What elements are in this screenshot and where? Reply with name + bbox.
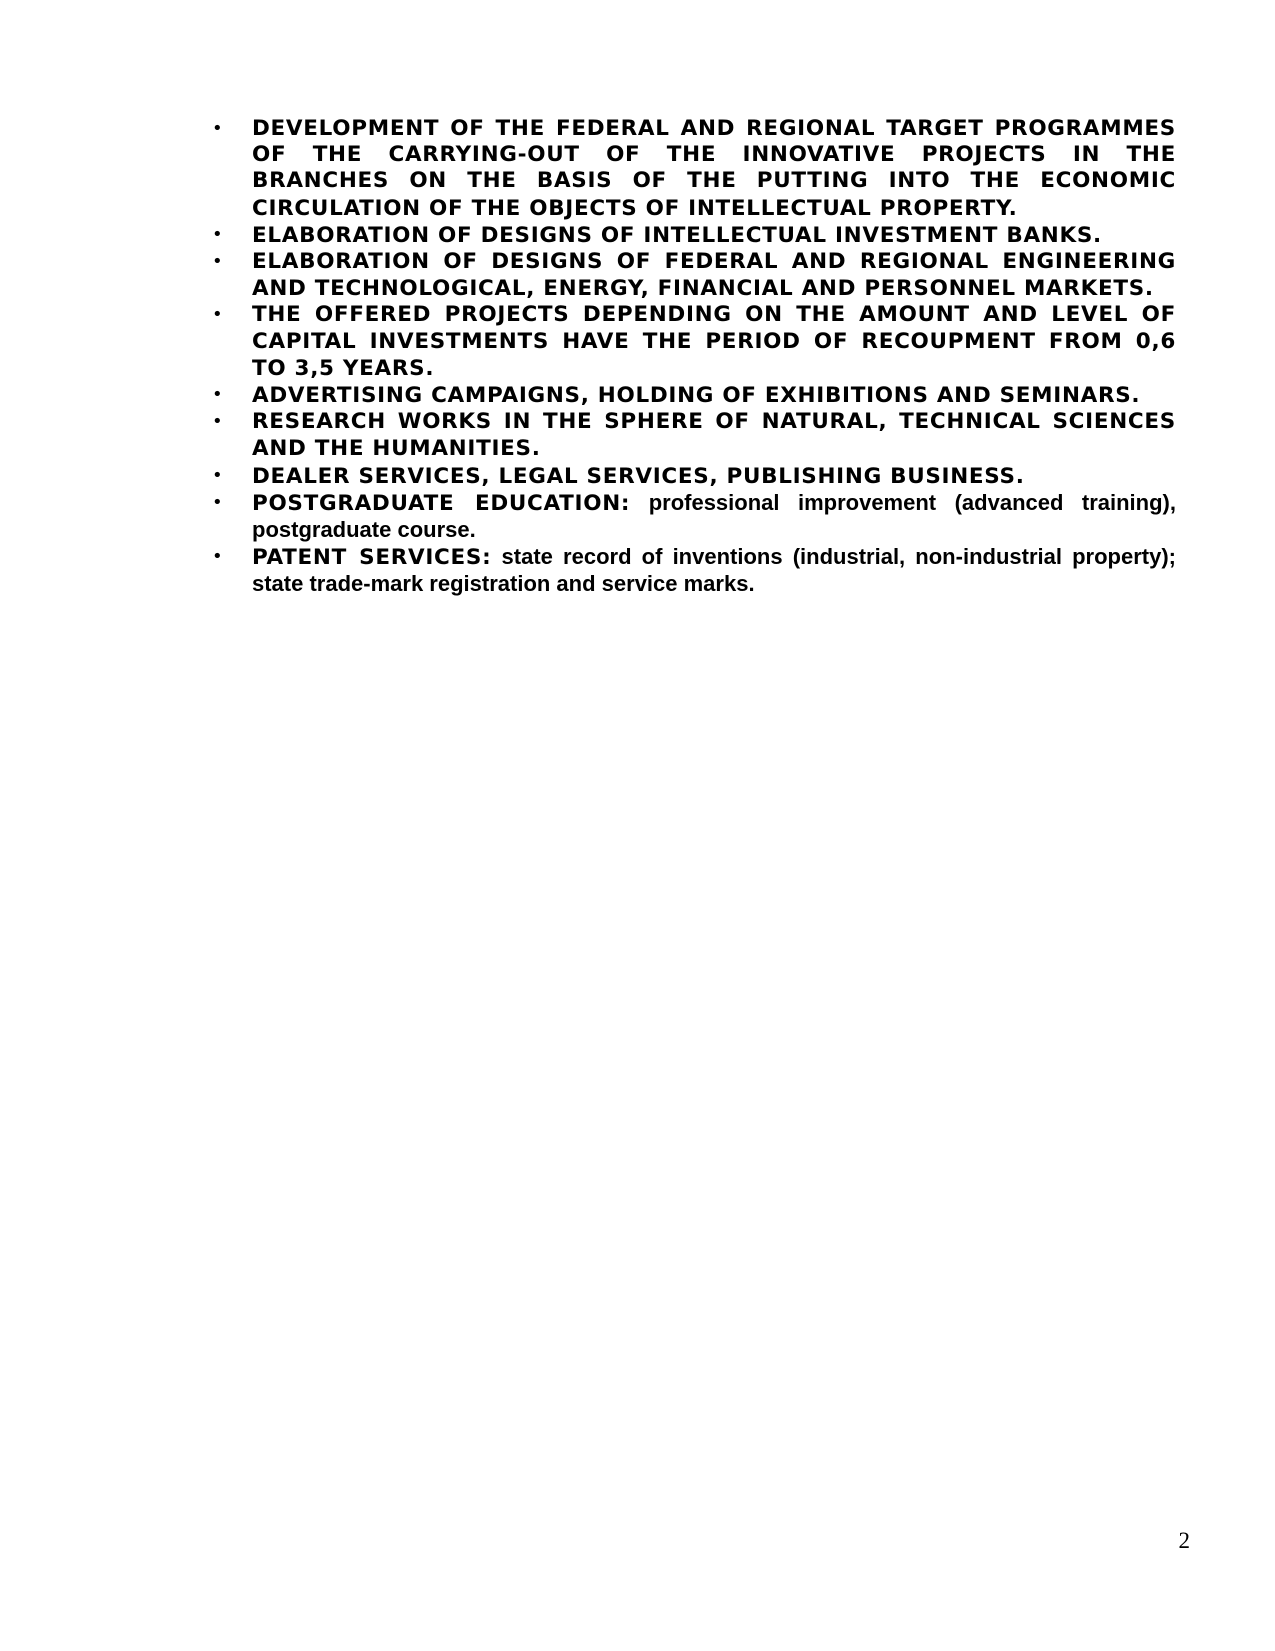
list-item-heading: ELABORATION OF DESIGNS OF INTELLECTUAL INVESTMENT BANKS.: [252, 222, 1102, 248]
list-item: [208, 490, 1176, 544]
list-item-heading: PATENT SERVICES:: [252, 545, 492, 571]
page-number: 2: [1178, 1528, 1190, 1553]
services-bullet-list: [208, 116, 1176, 599]
list-item: [208, 382, 1176, 409]
list-item: [208, 544, 1176, 598]
bullet-icon: •: [212, 304, 223, 326]
list-item-heading: ADVERTISING CAMPAIGNS, HOLDING OF EXHIBITIONS AND SEMINARS.: [252, 383, 1141, 409]
bullet-icon: •: [212, 411, 223, 433]
list-item-heading: RESEARCH WORKS IN THE SPHERE OF NATURAL, TECHNICAL SCIENCES AND THE HUMANITIES.: [252, 409, 1176, 462]
list-item: [208, 222, 1176, 249]
list-item-text: professional improvement (advanced training), postgraduate course.: [252, 489, 1176, 543]
bullet-icon: •: [212, 546, 223, 568]
bullet-icon: •: [212, 223, 223, 245]
list-item: [208, 302, 1176, 382]
list-item: [208, 463, 1176, 490]
bullet-icon: •: [212, 384, 223, 406]
list-item-heading: ELABORATION OF DESIGNS OF FEDERAL AND REGIONAL ENGINEERING AND TECHNOLOGICAL, ENERGY, FINANCIAL AND PERSONNEL MARKETS.: [252, 249, 1176, 302]
list-item-heading: DEVELOPMENT OF THE FEDERAL AND REGIONAL TARGET PROGRAMMES OF THE CARRYING-OUT OF THE INNOVATIVE PROJECTS IN THE BRANCHES ON THE BASIS OF THE PUTTING INTO THE ECONOMIC CIRCULATION OF THE OBJECTS OF INTELLECTUAL PROPERTY.: [252, 116, 1176, 221]
list-item: [208, 249, 1176, 302]
bullet-icon: •: [212, 118, 223, 139]
list-item: [208, 409, 1176, 462]
list-item: [208, 116, 1176, 222]
bullet-icon: •: [212, 251, 223, 273]
list-item-heading: POSTGRADUATE EDUCATION:: [252, 490, 631, 516]
list-item-text: state record of inventions (industrial, non-industrial property); state trade-mark registration and service marks.: [252, 544, 1176, 597]
list-item-heading: DEALER SERVICES, LEGAL SERVICES, PUBLISHING BUSINESS.: [252, 463, 1025, 489]
bullet-icon: •: [212, 464, 223, 486]
list-item-heading: THE OFFERED PROJECTS DEPENDING ON THE AMOUNT AND LEVEL OF CAPITAL INVESTMENTS HAVE THE PERIOD OF RECOUPMENT FROM 0,6 TO 3,5 YEARS.: [252, 302, 1176, 381]
bullet-icon: •: [212, 491, 223, 513]
